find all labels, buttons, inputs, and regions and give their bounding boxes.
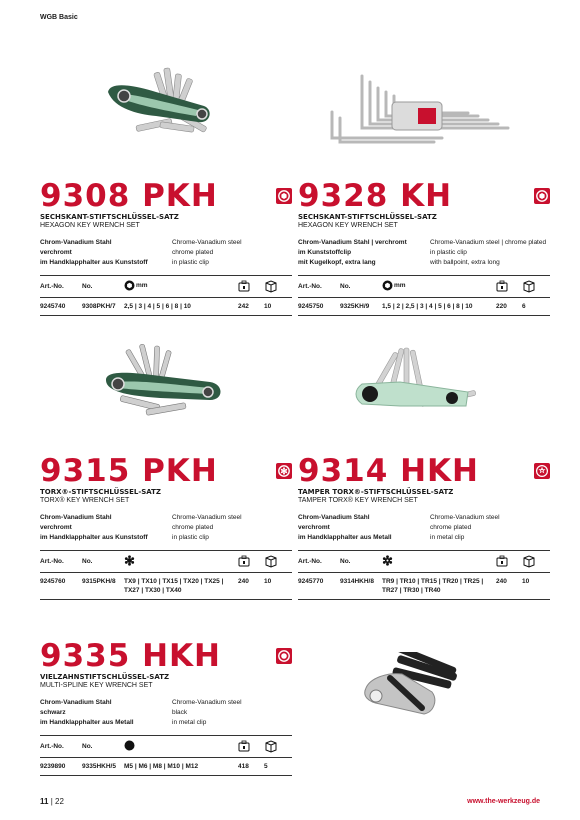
art-no: 9245740 <box>40 303 66 310</box>
tamper-torx-icon <box>382 555 393 566</box>
prop-de: im Handklapphalter aus Metall <box>40 719 134 726</box>
col-no: No. <box>82 283 93 290</box>
prop-en: with ballpoint, extra long <box>430 259 500 266</box>
pack: 5 <box>264 763 268 770</box>
size-unit: mm <box>394 282 406 289</box>
product-title: TAMPER TORX®-STIFTSCHLÜSSEL-SATZ <box>298 488 454 496</box>
product-9308pkh <box>40 180 292 316</box>
sizes: TX9 | TX10 | TX15 | TX20 | TX25 | TX27 | TX30 | TX40 <box>124 578 224 594</box>
page-number <box>40 797 64 806</box>
product-subtitle: TORX® KEY WRENCH SET <box>40 497 130 504</box>
package-icon <box>264 739 278 753</box>
prop-de: Chrom-Vanadium Stahl <box>40 239 112 246</box>
page-number-total: | 22 <box>48 797 64 806</box>
model-no: 9314HKH/8 <box>340 578 374 585</box>
brand-label: WGB Basic <box>40 14 78 21</box>
product-code: 9315 PKH <box>40 453 218 489</box>
hex-socket-icon <box>276 188 292 204</box>
torx-icon <box>124 555 135 566</box>
product-9314hkh <box>298 455 550 600</box>
package-icon <box>522 279 536 293</box>
prop-en: in plastic clip <box>172 259 209 266</box>
hex-mm-icon <box>382 280 406 291</box>
prop-en: Chrome-Vanadium steel <box>430 514 500 521</box>
tamper-torx-socket-icon <box>534 463 550 479</box>
product-code: 9328 KH <box>298 178 453 214</box>
art-no: 9239890 <box>40 763 66 770</box>
col-no: No. <box>340 558 351 565</box>
prop-de: im Kunststoffclip <box>298 249 352 256</box>
prop-en: in metal clip <box>172 719 207 726</box>
prop-de: im Handklapphalter aus Kunststoff <box>40 259 148 266</box>
prop-de: verchromt <box>40 249 72 256</box>
pack: 10 <box>522 578 530 585</box>
size-unit: mm <box>136 282 148 289</box>
prop-en: Chrome-Vanadium steel | chrome plated <box>430 239 547 246</box>
product-code: 9335 HKH <box>40 638 221 674</box>
product-9315pkh <box>40 455 292 600</box>
product-subtitle: TAMPER TORX® KEY WRENCH SET <box>298 497 418 504</box>
spline-icon <box>124 740 135 751</box>
prop-en: in plastic clip <box>430 249 467 256</box>
prop-en: Chrome-Vanadium steel <box>172 239 242 246</box>
prop-en: Chrome-Vanadium steel <box>172 514 242 521</box>
sizes: M5 | M6 | M8 | M10 | M12 <box>124 763 199 770</box>
weight-icon <box>496 280 508 292</box>
product-9328kh <box>298 180 550 316</box>
art-no: 9245750 <box>298 303 324 310</box>
pack: 6 <box>522 303 526 310</box>
weight: 240 <box>238 578 249 585</box>
prop-de: Chrom-Vanadium Stahl <box>40 514 112 521</box>
weight-icon <box>238 280 250 292</box>
col-no: No. <box>82 743 93 750</box>
product-image-9328kh <box>322 72 512 152</box>
col-art-no: Art.-No. <box>40 743 64 750</box>
sizes: 2,5 | 3 | 4 | 5 | 6 | 8 | 10 <box>124 303 191 310</box>
product-image-9308pkh <box>100 62 228 150</box>
model-no: 9335HKH/5 <box>82 763 116 770</box>
prop-en: in plastic clip <box>172 534 209 541</box>
prop-en: chrome plated <box>172 524 214 531</box>
col-art-no: Art.-No. <box>298 283 322 290</box>
weight: 220 <box>496 303 507 310</box>
prop-en: Chrome-Vanadium steel <box>172 699 242 706</box>
weight: 240 <box>496 578 507 585</box>
product-image-9315pkh <box>100 340 228 432</box>
prop-de: verchromt <box>40 524 72 531</box>
prop-en: in metal clip <box>430 534 465 541</box>
product-subtitle: HEXAGON KEY WRENCH SET <box>40 222 140 229</box>
product-title: TORX®-STIFTSCHLÜSSEL-SATZ <box>40 488 162 496</box>
product-9335hkh <box>40 640 292 776</box>
product-title: SECHSKANT-STIFTSCHLÜSSEL-SATZ <box>298 213 437 221</box>
prop-en: chrome plated <box>172 249 214 256</box>
sizes: 1,5 | 2 | 2,5 | 3 | 4 | 5 | 6 | 8 | 10 <box>382 303 473 310</box>
model-no: 9315PKH/8 <box>82 578 116 585</box>
model-no: 9308PKH/7 <box>82 303 116 310</box>
website-link[interactable]: www.the-werkzeug.de <box>467 798 540 805</box>
product-subtitle: MULTI-SPLINE KEY WRENCH SET <box>40 682 153 689</box>
sizes: TR9 | TR10 | TR15 | TR20 | TR25 | TR27 | TR30 | TR40 <box>382 578 484 594</box>
product-title: VIELZAHNSTIFTSCHLÜSSEL-SATZ <box>40 673 170 681</box>
art-no: 9245760 <box>40 578 66 585</box>
prop-en: black <box>172 709 188 716</box>
product-image-9335hkh <box>352 652 468 726</box>
art-no: 9245770 <box>298 578 324 585</box>
page-number-bold: 11 <box>40 797 49 806</box>
package-icon <box>522 554 536 568</box>
prop-de: im Handklapphalter aus Kunststoff <box>40 534 148 541</box>
prop-de: Chrom-Vanadium Stahl | verchromt <box>298 239 407 246</box>
prop-de: verchromt <box>298 524 330 531</box>
weight: 242 <box>238 303 249 310</box>
prop-de: Chrom-Vanadium Stahl <box>40 699 112 706</box>
pack: 10 <box>264 303 272 310</box>
prop-en: chrome plated <box>430 524 472 531</box>
prop-de: im Handklapphalter aus Metall <box>298 534 392 541</box>
weight-icon <box>496 555 508 567</box>
product-image-9314hkh <box>340 346 480 432</box>
weight-icon <box>238 740 250 752</box>
package-icon <box>264 554 278 568</box>
col-no: No. <box>82 558 93 565</box>
pack: 10 <box>264 578 272 585</box>
package-icon <box>264 279 278 293</box>
hex-mm-icon <box>124 280 148 291</box>
product-code: 9314 HKH <box>298 453 479 489</box>
col-art-no: Art.-No. <box>298 558 322 565</box>
prop-de: mit Kugelkopf, extra lang <box>298 259 376 266</box>
weight: 418 <box>238 763 249 770</box>
product-subtitle: HEXAGON KEY WRENCH SET <box>298 222 398 229</box>
weight-icon <box>238 555 250 567</box>
col-no: No. <box>340 283 351 290</box>
product-title: SECHSKANT-STIFTSCHLÜSSEL-SATZ <box>40 213 179 221</box>
model-no: 9325KH/9 <box>340 303 370 310</box>
hex-socket-icon <box>534 188 550 204</box>
col-art-no: Art.-No. <box>40 283 64 290</box>
prop-de: Chrom-Vanadium Stahl <box>298 514 370 521</box>
col-art-no: Art.-No. <box>40 558 64 565</box>
product-code: 9308 PKH <box>40 178 218 214</box>
prop-de: schwarz <box>40 709 66 716</box>
torx-socket-icon <box>276 463 292 479</box>
spline-socket-icon <box>276 648 292 664</box>
